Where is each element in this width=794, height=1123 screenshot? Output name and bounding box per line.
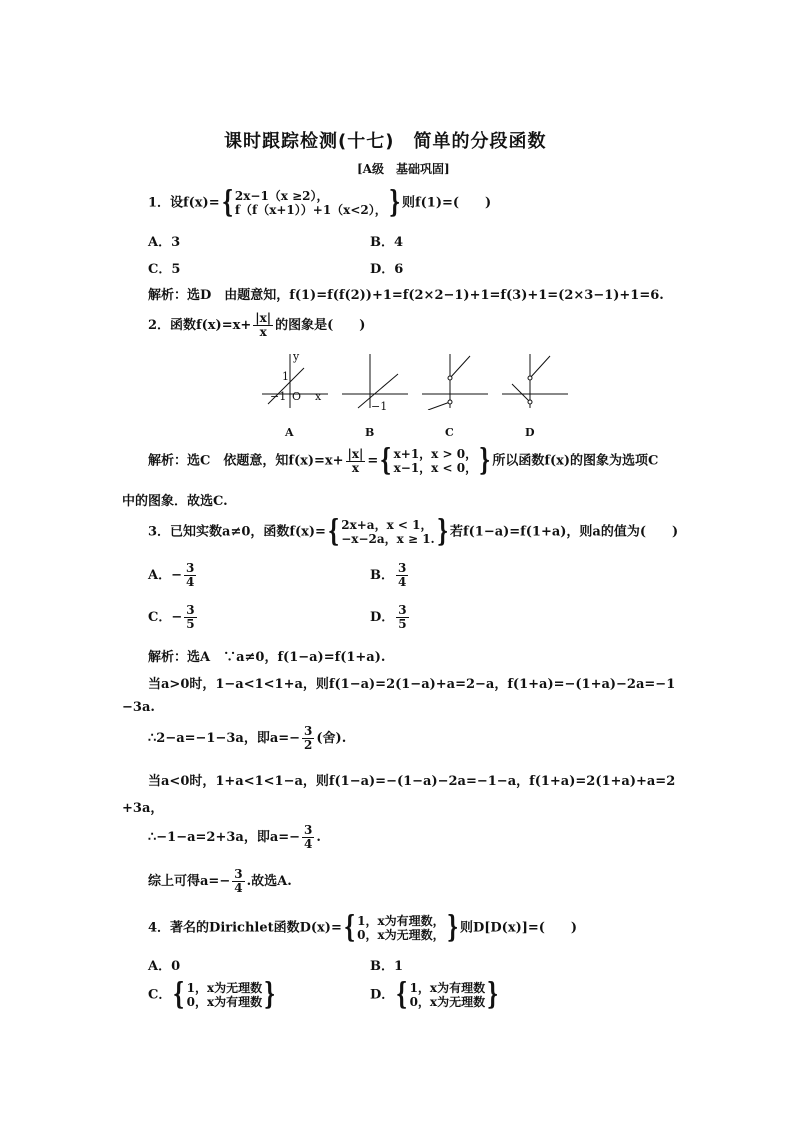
q3-solution-1: 解析：选A ∵a≠0，f(1−a)=f(1+a). (148, 650, 386, 665)
q3-option-b: B． $\frac{3}{4}$ (370, 561, 407, 589)
q2-solution-cont: 中的图象．故选C. (122, 494, 228, 509)
q3-solution-5: 当a<0时，1+a<1<1−a，则f(1−a)=−(1−a)−2a=−1−a，f(1+a)=2(1+a)+a=2 (148, 774, 676, 789)
q4-option-a: A．0 (148, 959, 181, 974)
q3-option-d: D． $\frac{3}{5}$ (370, 603, 407, 631)
page-title: 课时跟踪检测(十七) 简单的分段函数 (224, 131, 547, 152)
q1-solution: 解析：选D 由题意知，f(1)=f(f(2))+1=f(2×2−1)+1=f(3)+1=(2×3−1)+1=6. (148, 288, 664, 303)
q1-option-d: D．6 (370, 262, 404, 277)
graph-y-axis-label: y (293, 350, 300, 363)
graph-label-c: C (445, 426, 454, 439)
question-2-stem: 2．函数f(x)=x+ $\frac{|x|}{x}$ 的图象是( ) (148, 311, 366, 339)
question-3-stem: 3．已知实数a≠0，函数f(x)= { 2x+a，x < 1， −x−2a，x ≥ 1. } 若f(1−a)=f(1+a)，则a的值为( ) (148, 514, 679, 549)
q4-option-c: C． { 1，x为无理数 0，x为有理数 } (148, 977, 276, 1012)
q2-solution: 解析：选C 依题意，知f(x)=x+ $\frac{|x|}{x}$ = { x+1，x > 0， x−1，x < 0， } 所以函数f(x)的图象为选项C (148, 443, 659, 478)
question-4-stem: 4．著名的Dirichlet函数D(x)= { 1，x为有理数， 0，x为无理数， } 则D[D(x)]=( ) (148, 910, 578, 945)
level-heading: [A级 基础巩固] (357, 162, 450, 176)
q3-solution-2: 当a>0时，1−a<1<1+a，则f(1−a)=2(1−a)+a=2−a，f(1+a)=−(1+a)−2a=−1 (148, 677, 676, 692)
q3-solution-8: 综上可得a=− $\frac{3}{4}$ .故选A. (148, 867, 292, 895)
question-1-stem: 1．设f(x)= { 2x−1（x ≥2）， f（f（x+1））+1（x<2）， } 则f(1)=( ) (148, 185, 492, 220)
graph-neg-one-label: −1 (270, 390, 287, 403)
q3-solution-4: ∴2−a=−1−3a，即a=− $\frac{3}{2}$ (舍). (148, 724, 347, 752)
q4-option-d: D． { 1，x为有理数 0，x为无理数 } (370, 977, 499, 1012)
q3-solution-7: ∴−1−a=2+3a，即a=− $\frac{3}{4}$ . (148, 823, 321, 851)
q1-option-b: B．4 (370, 235, 404, 250)
graph-label-a: A (285, 426, 294, 439)
graph-x-axis-label: x (315, 390, 322, 403)
q3-solution-3: −3a. (122, 700, 155, 715)
graph-option-d (500, 350, 570, 410)
graph-origin-label: O (292, 390, 302, 403)
q4-option-b: B．1 (370, 959, 404, 974)
q3-option-c: C．− $\frac{3}{5}$ (148, 603, 195, 631)
graph-option-c (420, 350, 490, 410)
graph-label-b: B (365, 426, 375, 439)
q3-solution-6: +3a， (122, 801, 164, 816)
q3-option-a: A．− $\frac{3}{4}$ (148, 561, 195, 589)
graph-one-label: 1 (282, 370, 289, 383)
graph-b-neg-one-label: −1 (371, 400, 388, 413)
graph-label-d: D (525, 426, 535, 439)
piecewise-brace: { 2x−1（x ≥2）， f（f（x+1））+1（x<2）， } (221, 185, 401, 220)
q1-option-a: A．3 (148, 235, 181, 250)
q1-option-c: C．5 (148, 262, 181, 277)
